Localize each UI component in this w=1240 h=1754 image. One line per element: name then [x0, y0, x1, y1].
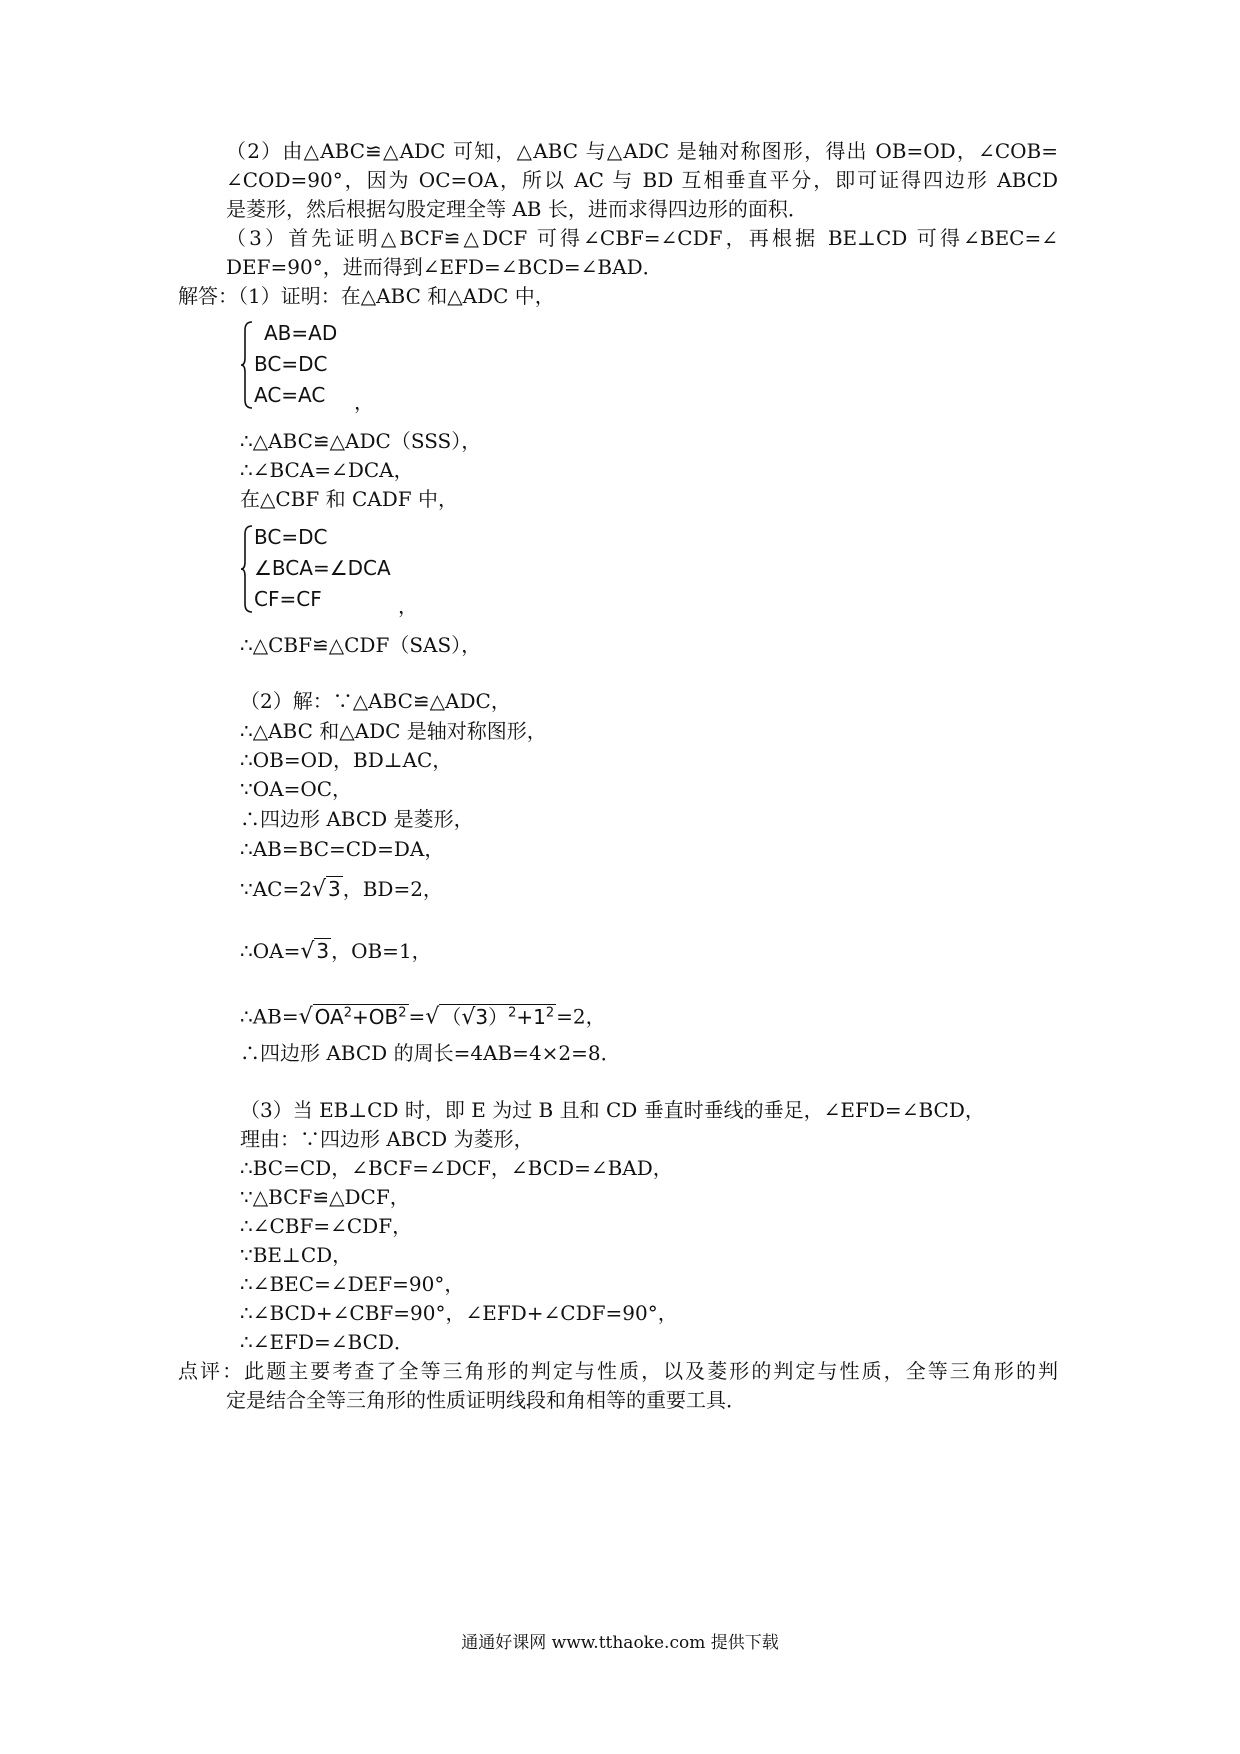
equals-sign: = — [408, 1004, 426, 1029]
part2-step3: ∵OA=OC， — [240, 777, 353, 801]
ab-value-line — [240, 1000, 606, 1031]
system2-comma: ， — [398, 594, 418, 618]
comment-line1: 点评：此题主要考查了全等三角形的判定与性质，以及菱形的判定与性质，全等三角形的判 — [178, 1359, 1058, 1383]
step-in-cbf-cadf: 在△CBF 和 CADF 中， — [240, 487, 458, 511]
part2-step4: ∴四边形 ABCD 是菱形， — [240, 807, 474, 831]
ab-suffix: =2， — [556, 1004, 606, 1029]
ac-prefix: ∵AC=2 — [240, 877, 312, 901]
part3-step5: ∵BE⊥CD， — [240, 1243, 353, 1267]
part3-step8: ∴∠EFD=∠BCD． — [240, 1330, 414, 1354]
system2-eq3: CF=CF — [254, 587, 322, 611]
left-brace-icon — [240, 524, 254, 614]
analysis-p3-line1: （3）首先证明△BCF≌△DCF 可得∠CBF=∠CDF，再根据 BE⊥CD 可得∠BEC=∠ — [226, 226, 1058, 250]
system1-comma: ， — [354, 390, 374, 414]
sqrt-radicand-oa-ob: $OA^2+OB^2$ — [314, 1004, 407, 1029]
sqrt-symbol: √ 3 — [311, 877, 341, 902]
ac-value-line — [240, 876, 443, 903]
sqrt-radicand: 3 — [327, 877, 341, 901]
comment-line2: 定是结合全等三角形的性质证明线段和角相等的重要工具． — [226, 1388, 746, 1412]
sqrt-symbol: √ $OA^2+OB^2$ — [298, 1004, 407, 1030]
left-brace-icon — [240, 320, 254, 410]
system2-eq2: ∠BCA=∠DCA — [254, 556, 391, 580]
system1-eq3: AC=AC — [254, 383, 326, 407]
solution-header: 解答：（1）证明：在△ABC 和△ADC 中， — [178, 284, 555, 308]
sqrt-radicand-nested: $(√3)^2+1^2$ — [441, 1004, 555, 1030]
ab-prefix: ∴AB= — [240, 1004, 299, 1029]
sqrt-radicand: 3 — [316, 939, 330, 963]
system1-eq1: AB=AD — [264, 321, 338, 345]
part3-step7: ∴∠BCD+∠CBF=90°，∠EFD+∠CDF=90°， — [240, 1301, 678, 1325]
step-congruent-sss: ∴△ABC≌△ADC（SSS）， — [240, 429, 482, 453]
part3-step3: ∵△BCF≌△DCF， — [240, 1185, 410, 1209]
part2-step1: ∴△ABC 和△ADC 是轴对称图形， — [240, 719, 547, 743]
step-angle-bca: ∴∠BCA=∠DCA， — [240, 458, 414, 482]
page-footer: 通通好课网 www.tthaoke.com 提供下载 — [461, 1633, 779, 1653]
analysis-p3-line2: DEF=90°，进而得到∠EFD=∠BCD=∠BAD． — [226, 255, 663, 279]
part3-step1: 理由：∵四边形 ABCD 为菱形， — [240, 1127, 534, 1151]
part2-step2: ∴OB=OD，BD⊥AC， — [240, 748, 453, 772]
sqrt-symbol: √ $(√3)^2+1^2$ — [425, 1004, 555, 1030]
oa-suffix: ，OB=1， — [331, 939, 432, 963]
ac-suffix: ，BD=2， — [342, 877, 443, 901]
part3-header: （3）当 EB⊥CD 时，即 E 为过 B 且和 CD 垂直时垂线的垂足，∠EFD=∠BCD， — [240, 1098, 985, 1122]
perimeter-line: ∴四边形 ABCD 的周长=4AB=4×2=8． — [240, 1041, 621, 1065]
analysis-p2-line2: ∠COD=90°，因为 OC=OA，所以 AC 与 BD 互相垂直平分，即可证得四边形 ABCD — [226, 168, 1058, 192]
analysis-p2-line1: （2）由△ABC≌△ADC 可知，△ABC 与△ADC 是轴对称图形，得出 OB=OD，∠COB= — [226, 139, 1058, 163]
oa-prefix: ∴OA= — [240, 939, 301, 963]
part2-step5: ∴AB=BC=CD=DA， — [240, 837, 445, 861]
analysis-p2-line3: 是菱形，然后根据勾股定理全等 AB 长，进而求得四边形的面积． — [226, 197, 808, 221]
oa-value-line — [240, 938, 432, 965]
part3-step2: ∴BC=CD，∠BCF=∠DCF，∠BCD=∠BAD， — [240, 1156, 673, 1180]
system2-eq1: BC=DC — [254, 525, 328, 549]
part2-header: （2）解：∵△ABC≌△ADC， — [240, 689, 511, 713]
system1-eq2: BC=DC — [254, 352, 328, 376]
part3-step6: ∴∠BEC=∠DEF=90°， — [240, 1272, 465, 1296]
part3-step4: ∴∠CBF=∠CDF， — [240, 1214, 413, 1238]
step-congruent-sas: ∴△CBF≌△CDF（SAS）， — [240, 633, 482, 657]
sqrt-symbol: √ 3 — [300, 939, 330, 964]
